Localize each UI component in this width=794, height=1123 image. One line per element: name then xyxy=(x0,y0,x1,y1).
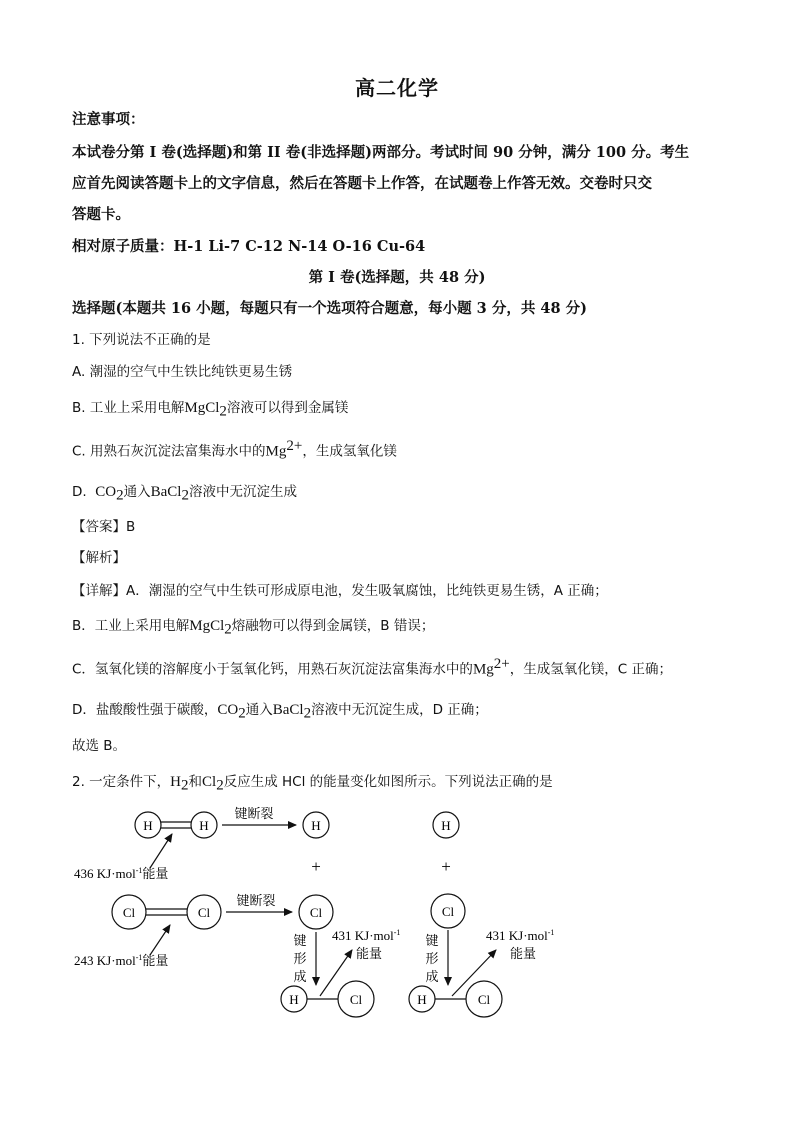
q1-option-c: C. 用熟石灰沉淀法富集海水中的$Mg^{2+}$，生成氢氧化镁 xyxy=(72,438,397,460)
h-atom-label: H xyxy=(199,818,209,833)
q1-option-a: A. 潮湿的空气中生铁比纯铁更易生锈 xyxy=(72,364,293,380)
bond-form-char: 键 xyxy=(293,933,307,948)
cl-atom-label: Cl xyxy=(349,992,363,1007)
q1-stem: 1. 下列说法不正确的是 xyxy=(72,332,211,348)
energy-arrow-h2 xyxy=(150,834,172,868)
bond-form-char: 形 xyxy=(293,951,307,966)
q1-detail-c: C．氢氧化镁的溶解度小于氢氧化钙，用熟石灰沉淀法富集海水中的$Mg^{2+}$，生成氢氧化镁，C 正确； xyxy=(72,656,672,678)
q2-stem: 2. 一定条件下，$H_2$和$Cl_2$反应生成 HCl 的能量变化如图所示。下列说法正确的是 xyxy=(72,774,553,794)
notice-line-3: 答题卡。 xyxy=(72,206,130,223)
plus-sign: + xyxy=(441,857,451,876)
cl-atom-label: Cl xyxy=(197,905,211,920)
energy-label-hcl: 431 KJ·mol$^{-1}$ xyxy=(332,928,401,943)
h-atom-label: H xyxy=(417,992,427,1007)
q1-detail-d: D．盐酸酸性强于碳酸，$CO_2$通入BaCl$_2$溶液中无沉淀生成，D 正确； xyxy=(72,702,488,722)
h-atom-label: H xyxy=(289,992,299,1007)
energy-label-cl2: 243 KJ·mol$^{-1}$能量 xyxy=(74,953,169,968)
bond-break-label: 键断裂 xyxy=(234,806,274,821)
bond-form-char: 成 xyxy=(293,969,307,984)
energy-label-hcl: 431 KJ·mol$^{-1}$ xyxy=(486,928,555,943)
q1-detail-a: 【详解】A．潮湿的空气中生铁可形成原电池，发生吸氧腐蚀，比纯铁更易生锈，A 正确； xyxy=(72,583,608,599)
notice-line-1: 本试卷分第 I 卷(选择题)和第 II 卷(非选择题)两部分。考试时间 90 分钟，满分 100 分。考生 xyxy=(72,144,690,161)
bond-form-char: 成 xyxy=(425,969,439,984)
q1-detail-b: B．工业上采用电解MgCl$_2$熔融物可以得到金属镁，B 错误； xyxy=(72,618,435,638)
q1-option-b: B. 工业上采用电解MgCl$_2$溶液可以得到金属镁 xyxy=(72,400,349,420)
cl2-molecule xyxy=(112,895,221,929)
q1-answer: 【答案】B xyxy=(72,519,136,535)
cl-atom-label: Cl xyxy=(309,905,323,920)
bond-form-char: 形 xyxy=(425,951,439,966)
energy-word: 能量 xyxy=(356,946,383,961)
energy-arrow-cl2 xyxy=(150,925,170,955)
q1-conclusion: 故选 B。 xyxy=(72,738,127,754)
cl-atom-label: Cl xyxy=(122,905,136,920)
energy-word: 能量 xyxy=(510,946,537,961)
bond-break-label: 键断裂 xyxy=(236,893,276,908)
cl-atom-label: Cl xyxy=(441,904,455,919)
q1-option-d: D. $CO_2$通入BaCl$_2$溶液中无沉淀生成 xyxy=(72,484,297,504)
energy-label-h2: 436 KJ·mol$^{-1}$能量 xyxy=(74,866,169,881)
section-description: 选择题(本题共 16 小题，每题只有一个选项符合题意，每小题 3 分，共 48 分) xyxy=(72,300,587,317)
page-title: 高二化学 xyxy=(355,76,439,100)
h-atom-label: H xyxy=(441,818,451,833)
bond-form-char: 键 xyxy=(425,933,439,948)
notice-line-2: 应首先阅读答题卡上的文字信息，然后在答题卡上作答，在试题卷上作答无效。交卷时只交 xyxy=(72,175,652,192)
cl-atom-label: Cl xyxy=(477,992,491,1007)
energy-release-arrow xyxy=(452,950,496,996)
h2-molecule xyxy=(135,812,217,838)
h-atom-label: H xyxy=(143,818,153,833)
plus-sign: + xyxy=(311,857,321,876)
notice-heading: 注意事项： xyxy=(72,111,145,128)
energy-release-arrow xyxy=(320,950,352,996)
h-atom-label: H xyxy=(311,818,321,833)
atomic-masses: 相对原子质量：H-1 Li-7 C-12 N-14 O-16 Cu-64 xyxy=(72,238,426,255)
q1-analysis-label: 【解析】 xyxy=(72,550,126,566)
section-title: 第 I 卷(选择题，共 48 分) xyxy=(308,269,486,286)
